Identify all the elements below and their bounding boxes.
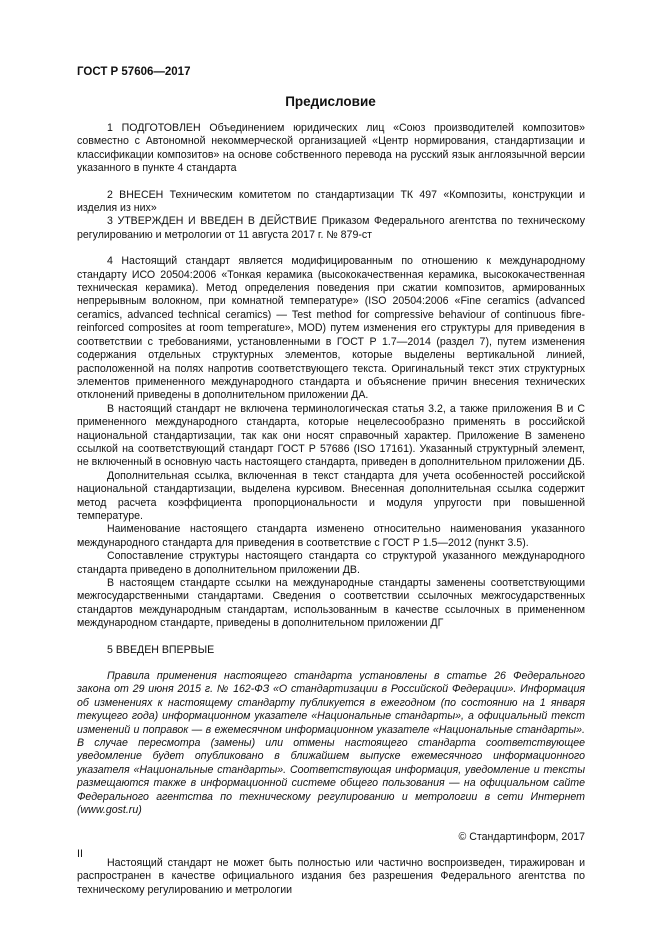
section-4-paragraph-1: 4 Настоящий стандарт является модифицированным по отношению к международному стандарту ИСО 20504:2006 «Тонкая керамика (высококачественная керамика, высококачественная техническая керамика). Метод определения поведения при сжатии композитов, армированных непрерывным волокном, при комнатной температуре» (ISO 20504:2006 «Fine ceramics (advanced ceramics, advanced technical ceramics) — Test method for compressive behaviour of continuous fibre-reinforced composites at room temperature», MOD) путем изменения его структуры для приведения в соответствии с требованиями, установленными в ГОСТ Р 1.7—2014 (раздел 7), путем изменения содержания отдельных структурных элементов, которые выделены вертикальной линией, расположенной на полях напротив соответствующего текста. Оригинальный текст этих структурных элементов примененного международного стандарта и объяснение причин внесения технических отклонений приведены в дополнительном приложении ДА.	[77, 255, 585, 402]
section-4-paragraph-6: В настоящем стандарте ссылки на международные стандарты заменены соответствующими межгосударственными стандартами. Сведения о соответствии ссылочных межгосударственных стандартов международным стандартам, использованным в качестве ссылочных в примененном международном стандарте, приведены в дополнительном приложении ДГ	[77, 577, 585, 630]
section-1: 1 ПОДГОТОВЛЕН Объединением юридических лиц «Союз производителей композитов» совместно с Автономной некоммерческой организацией «Центр нормирования, стандартизации и классификации композитов» на основе собственного перевода на русский язык англоязычной версии указанного в пункте 4 стандарта	[77, 122, 585, 175]
page-number: II	[77, 848, 83, 860]
copyright: © Стандартинформ, 2017	[458, 830, 585, 843]
section-3: 3 УТВЕРЖДЕН И ВВЕДЕН В ДЕЙСТВИЕ Приказом Федерального агентства по техническому регулированию и метрологии от 11 августа 2017 г. № 879-ст	[77, 215, 585, 241]
section-4-paragraph-4: Наименование настоящего стандарта изменено относительно наименования указанного международного стандарта для приведения в соответствие с ГОСТ Р 1.5—2012 (пункт 3.5).	[77, 523, 585, 549]
document-body	[77, 122, 585, 897]
section-4-paragraph-2: В настоящий стандарт не включена терминологическая статья 3.2, а также приложения В и С примененного международного стандарта, которые нецелесообразно применять в российской национальной стандартизации, так как они носят справочный характер. Приложение В заменено ссылкой на соответствующий стандарт ГОСТ Р 57686 (ISO 17161). Указанный структурный элемент, не включенный в основную часть настоящего стандарта, приведен в дополнительном приложении ДБ.	[77, 402, 585, 469]
section-2: 2 ВНЕСЕН Техническим комитетом по стандартизации ТК 497 «Композиты, конструкции и изделия из них»	[77, 188, 585, 215]
section-4-paragraph-5: Сопоставление структуры настоящего стандарта со структурой указанного международного стандарта приведено в дополнительном приложении ДВ.	[77, 550, 585, 576]
page-title: Предисловие	[285, 94, 376, 109]
section-5: 5 ВВЕДЕН ВПЕРВЫЕ	[107, 643, 215, 656]
reproduction-notice: Настоящий стандарт не может быть полностью или частично воспроизведен, тиражирован и распространен в качестве официального издания без разрешения Федерального агентства по техническому регулированию и метрологии	[77, 856, 585, 896]
rules-notice: Правила применения настоящего стандарта установлены в статье 26 Федерального закона от 29 июня 2015 г. № 162-ФЗ «О стандартизации в Российской Федерации». Информация об изменениях к настоящему стандарту публикуется в ежегодном (по состоянию на 1 января текущего года) информационном указателе «Национальные стандарты», а официальный текст изменений и поправок — в ежемесячном информационном указателе «Национальные стандарты». В случае пересмотра (замены) или отмены настоящего стандарта соответствующее уведомление будет опубликовано в ближайшем выпуске ежемесячного информационного указателя «Национальные стандарты». Соответствующая информация, уведомление и тексты размещаются также в информационной системе общего пользования — на официальном сайте Федерального агентства по техническому регулированию и метрологии в сети Интернет (www.gost.ru)	[77, 670, 585, 817]
standard-code-header: ГОСТ Р 57606—2017	[77, 66, 191, 78]
section-4-paragraph-3: Дополнительная ссылка, включенная в текст стандарта для учета особенностей российской национальной стандартизации, выделена курсивом. Внесенная дополнительная ссылка содержит метод расчета коэффициента пропорциональности и модуля упругости при повышенной температуре.	[77, 469, 585, 522]
